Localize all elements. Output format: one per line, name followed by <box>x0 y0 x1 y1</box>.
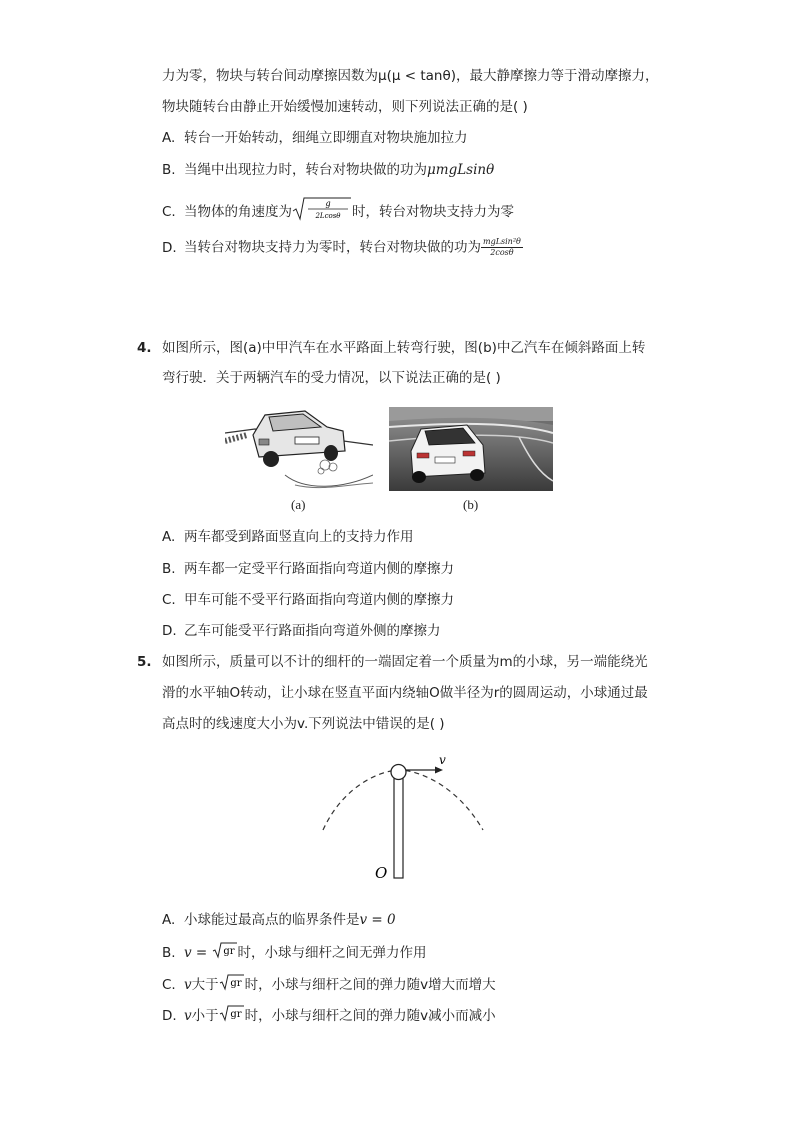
q5-option-a[interactable] <box>162 910 396 930</box>
sqrt-radicand: gr <box>230 978 242 989</box>
sqrt-sign <box>219 1004 245 1022</box>
sqrt-radicand: gr <box>230 1009 242 1020</box>
q4-option-a[interactable] <box>162 527 414 547</box>
option-math: v = <box>184 945 212 961</box>
option-text: 甲车可能不受平行路面指向弯道内侧的摩擦力 <box>184 592 454 608</box>
fraction <box>481 237 523 258</box>
option-letter: D. <box>162 623 177 639</box>
option-math: v <box>184 977 192 993</box>
car-flat-road-image <box>225 405 373 491</box>
q4-line1: 如图所示，图(a)中甲汽车在水平路面上转弯行驶，图(b)中乙汽车在倾斜路面上转 <box>162 340 646 356</box>
fraction-numerator: mgLsin²θ <box>483 237 521 246</box>
velocity-arrowhead <box>435 767 443 774</box>
q5-number: 5. <box>137 654 152 670</box>
car-banked-road-image <box>389 407 553 491</box>
option-text: 两车都受到路面竖直向上的支持力作用 <box>184 529 414 545</box>
fraction-denominator: 2cosθ <box>490 248 514 257</box>
sqrt-expression <box>219 1004 245 1028</box>
q5-option-c[interactable] <box>162 973 496 997</box>
option-math: v = 0 <box>359 912 396 928</box>
option-letter: B. <box>162 561 176 577</box>
figure-caption-b: (b) <box>463 497 479 512</box>
option-letter: A. <box>162 130 176 146</box>
q3-option-a[interactable] <box>162 128 468 148</box>
option-text-mid: 小于 <box>191 1008 219 1024</box>
option-text-after: 时，小球与细杆之间的弹力随v增大而增大 <box>244 977 496 993</box>
rod-ball-diagram <box>315 752 490 882</box>
sqrt-radicand: gr <box>222 946 235 957</box>
option-letter: B. <box>162 945 176 961</box>
option-text: 乙车可能受平行路面指向弯道外侧的摩擦力 <box>184 623 441 639</box>
q4-option-d[interactable] <box>162 621 441 641</box>
q5-line1: 如图所示，质量可以不计的细杆的一端固定着一个质量为m的小球，另一端能绕光 <box>162 654 648 670</box>
option-text: 当转台对物块支持力为零时，转台对物块做的功为 <box>184 239 481 256</box>
option-letter: C. <box>162 977 176 993</box>
sqrt-sign <box>212 941 238 959</box>
q5-option-d[interactable] <box>162 1004 496 1028</box>
option-text-after: 时，小球与细杆之间的弹力随v减小而减小 <box>244 1008 496 1024</box>
option-text: 转台一开始转动，细绳立即绷直对物块施加拉力 <box>184 130 468 146</box>
q5-option-b[interactable] <box>162 941 427 965</box>
axis-o-label: O <box>375 864 388 882</box>
q4-line2: 弯行驶．关于两辆汽车的受力情况，以下说法正确的是( ) <box>162 370 501 386</box>
option-math: μmgLsinθ <box>427 162 495 178</box>
sqrt-denominator: 2Lcosθ <box>315 212 341 220</box>
option-math: v <box>184 1008 192 1024</box>
q5-line3: 高点时的线速度大小为v.下列说法中错误的是( ) <box>162 716 445 732</box>
velocity-label: v <box>439 753 446 767</box>
option-letter: A. <box>162 912 176 928</box>
sqrt-sign <box>292 196 352 222</box>
q3-intro-line1: 力为零，物块与转台间动摩擦因数为μ(μ < tanθ)，最大静摩擦力等于滑动摩擦力， <box>162 68 659 84</box>
figure-caption-a: (a) <box>291 497 306 512</box>
sqrt-numerator: g <box>325 199 331 208</box>
option-text: 小球能过最高点的临界条件是 <box>184 912 360 928</box>
q4-option-b[interactable] <box>162 559 454 579</box>
sqrt-expression <box>212 941 238 965</box>
q4-option-c[interactable] <box>162 590 454 610</box>
rod <box>394 776 403 878</box>
option-text-after: 时，小球与细杆之间无弹力作用 <box>237 945 427 961</box>
option-letter: B. <box>162 162 176 178</box>
option-letter: C. <box>162 592 176 608</box>
sqrt-expression <box>292 196 352 228</box>
sqrt-expression <box>219 973 245 997</box>
option-letter: A. <box>162 529 176 545</box>
q5-line2: 滑的水平轴O转动，让小球在竖直平面内绕轴O做半径为r的圆周运动，小球通过最 <box>162 685 648 701</box>
ball <box>391 765 406 780</box>
option-text: 两车都一定受平行路面指向弯道内侧的摩擦力 <box>184 561 454 577</box>
sqrt-sign <box>219 973 245 991</box>
option-letter: C. <box>162 204 176 220</box>
option-text: 当物体的角速度为 <box>184 204 292 220</box>
option-text: 当绳中出现拉力时，转台对物块做的功为 <box>184 162 427 178</box>
q3-option-b[interactable] <box>162 160 494 180</box>
option-letter: D. <box>162 239 177 256</box>
q3-intro-line2: 物块随转台由静止开始缓慢加速转动，则下列说法正确的是( ) <box>162 99 528 115</box>
option-letter: D. <box>162 1008 177 1024</box>
option-text-mid: 大于 <box>191 977 219 993</box>
q3-option-c[interactable] <box>162 196 514 228</box>
option-text-after: 时，转台对物块支持力为零 <box>352 204 514 220</box>
q4-number: 4. <box>137 340 152 356</box>
q3-option-d[interactable] <box>162 237 523 258</box>
